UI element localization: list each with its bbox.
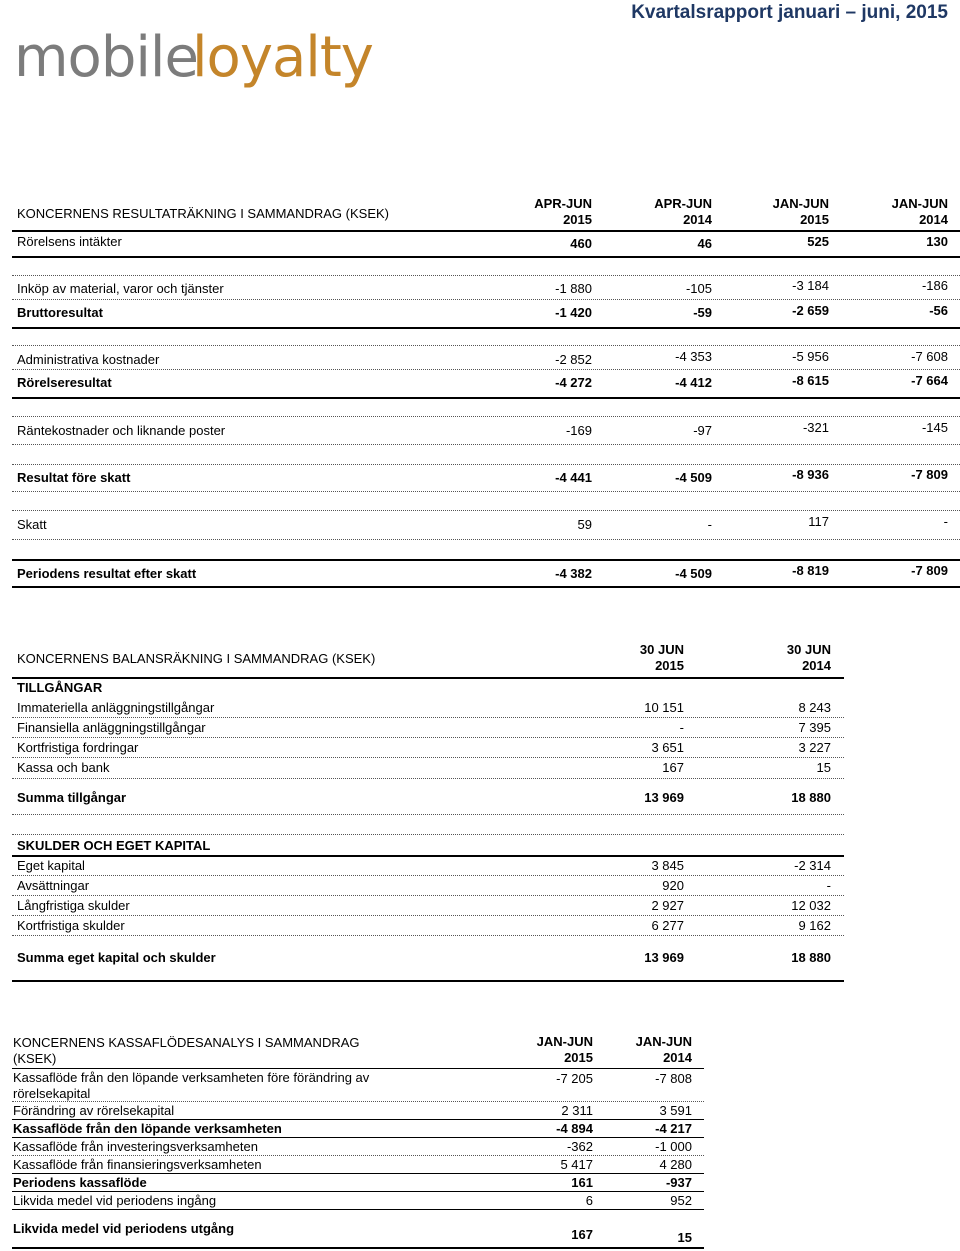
- row-value: 167: [662, 760, 684, 775]
- col-period: APR-JUN: [654, 196, 712, 211]
- divider: [12, 559, 960, 561]
- divider: [12, 327, 960, 329]
- row-label: Kortfristiga skulder: [17, 918, 125, 933]
- row-value: -4 441: [555, 470, 592, 485]
- divider: [12, 717, 844, 718]
- divider: [12, 416, 960, 417]
- divider: [12, 1119, 704, 1120]
- row-value: -: [679, 720, 684, 735]
- row-label: Avsättningar: [17, 878, 90, 893]
- row-label: Eget kapital: [17, 858, 85, 873]
- balance-col-header: [574, 642, 684, 674]
- row-value: -8 936: [792, 467, 829, 482]
- row-label: Summa tillgångar: [17, 790, 127, 805]
- cashflow-value: -937: [665, 1175, 692, 1190]
- income-col-header: [838, 196, 948, 228]
- row-value: -4 382: [555, 566, 592, 581]
- divider: [12, 275, 960, 276]
- row-value: -105: [685, 281, 712, 296]
- cashflow-value: -7 808: [655, 1071, 692, 1086]
- income-row: [0, 278, 960, 299]
- row-value: 460: [570, 236, 592, 251]
- divider: [12, 737, 844, 738]
- row-value: -1 420: [555, 305, 592, 320]
- row-value: 46: [697, 236, 712, 251]
- income-col-header: [602, 196, 712, 228]
- row-label: Immateriella anläggningstillgångar: [17, 700, 215, 715]
- row-label: Räntekostnader och liknande poster: [17, 423, 226, 438]
- cashflow-row-label: Periodens kassaflöde: [13, 1175, 147, 1190]
- liabilities-heading: SKULDER OCH EGET KAPITAL: [17, 838, 211, 853]
- assets-heading: TILLGÅNGAR: [17, 680, 103, 695]
- divider: [12, 1247, 704, 1249]
- divider: [12, 586, 960, 588]
- row-value: 15: [816, 760, 831, 775]
- svg-text:mobile: mobile: [14, 25, 198, 90]
- cashflow-value: 2 311: [561, 1103, 593, 1118]
- cashflow-value: 6: [585, 1193, 593, 1208]
- row-label: Rörelseresultat: [17, 375, 112, 390]
- cashflow-value: -4 217: [655, 1121, 692, 1136]
- cashflow-value: -4 894: [556, 1121, 593, 1136]
- row-value: 3 651: [651, 740, 684, 755]
- cashflow-row-label: Likvida medel vid periodens ingång: [13, 1193, 217, 1208]
- row-label: Resultat före skatt: [17, 470, 131, 485]
- row-value: 59: [577, 517, 592, 532]
- row-label: Kortfristiga fordringar: [17, 740, 139, 755]
- row-label: Finansiella anläggningstillgångar: [17, 720, 206, 735]
- row-value: 12 032: [791, 898, 831, 913]
- cashflow-col-header: [592, 1034, 692, 1066]
- balance-title: KONCERNENS BALANSRÄKNING I SAMMANDRAG (KSEK): [17, 651, 376, 666]
- col-period: JAN-JUN: [772, 196, 829, 211]
- cashflow-row-label: Kassaflöde från den löpande verksamheten före förändring av rörelsekapital: [13, 1070, 370, 1101]
- row-value: 2 927: [651, 898, 684, 913]
- row-label: Inköp av material, varor och tjänster: [17, 281, 224, 296]
- row-value: -2 314: [794, 858, 831, 873]
- divider: [12, 875, 844, 876]
- row-value: 18 880: [791, 950, 831, 965]
- cashflow-row-label: Kassaflöde från investeringsverksamheten: [13, 1139, 258, 1154]
- divider: [12, 677, 844, 679]
- income-row: [0, 563, 960, 584]
- row-label: Skatt: [17, 517, 47, 532]
- income-row: [0, 349, 960, 370]
- cashflow-value: -362: [566, 1139, 593, 1154]
- row-value: -: [707, 517, 712, 532]
- income-row: [0, 420, 960, 441]
- income-row: [0, 234, 960, 252]
- cashflow-row-label: Kassaflöde från den löpande verksamheten: [13, 1121, 282, 1136]
- row-value: -: [943, 514, 948, 529]
- divider: [12, 895, 844, 896]
- row-value: -56: [929, 303, 948, 318]
- divider: [12, 834, 844, 835]
- cashflow-value: 161: [571, 1175, 593, 1190]
- divider: [12, 345, 960, 346]
- divider: [12, 1155, 704, 1156]
- divider: [12, 491, 960, 492]
- report-title: Kvartalsrapport januari – juni, 2015: [631, 2, 948, 23]
- row-value: -7 809: [911, 563, 948, 578]
- svg-text:loyalty: loyalty: [192, 25, 373, 90]
- row-value: -97: [693, 423, 712, 438]
- row-value: 3 227: [798, 740, 831, 755]
- cashflow-row-label: Likvida medel vid periodens utgång: [13, 1221, 235, 1236]
- row-value: -169: [565, 423, 592, 438]
- divider: [12, 299, 960, 300]
- divider: [12, 1101, 704, 1102]
- cashflow-title: KONCERNENS KASSAFLÖDESANALYS I SAMMANDRAG (KSEK): [13, 1035, 360, 1066]
- col-year: 2014: [683, 212, 712, 227]
- row-value: -4 509: [675, 470, 712, 485]
- row-value: -4 412: [675, 375, 712, 390]
- row-value: -4 509: [675, 566, 712, 581]
- income-col-header: [719, 196, 829, 228]
- row-value: 130: [926, 234, 948, 249]
- divider: [12, 397, 960, 399]
- col-year: 2014: [802, 658, 831, 673]
- cashflow-value: 5 417: [560, 1157, 593, 1172]
- row-value: -4 272: [555, 375, 592, 390]
- row-value: -2 852: [555, 352, 592, 367]
- divider: [12, 980, 844, 982]
- cashflow-col-header: [493, 1034, 593, 1066]
- col-period: JAN-JUN: [635, 1034, 692, 1049]
- divider: [12, 230, 960, 232]
- col-period: APR-JUN: [534, 196, 592, 211]
- cashflow-value: 4 280: [659, 1157, 692, 1172]
- col-year: 2015: [800, 212, 829, 227]
- divider: [12, 1137, 704, 1138]
- col-year: 2014: [919, 212, 948, 227]
- row-value: -186: [921, 278, 948, 293]
- row-value: 9 162: [798, 918, 831, 933]
- row-label: Administrativa kostnader: [17, 352, 160, 367]
- row-value: 13 969: [644, 790, 684, 805]
- row-value: -145: [921, 420, 948, 435]
- income-row: [0, 467, 960, 488]
- divider: [12, 915, 844, 916]
- divider: [12, 464, 960, 465]
- row-label: Bruttoresultat: [17, 305, 103, 320]
- divider: [12, 369, 960, 370]
- cashflow-value: -7 205: [556, 1071, 593, 1086]
- cashflow-value: 952: [670, 1193, 692, 1208]
- divider: [12, 1173, 704, 1174]
- row-value: -2 659: [792, 303, 829, 318]
- col-year: 2015: [655, 658, 684, 673]
- income-row: [0, 305, 960, 323]
- divider: [12, 510, 960, 511]
- cashflow-row-label: Förändring av rörelsekapital: [13, 1103, 175, 1118]
- divider: [12, 444, 960, 445]
- divider: [12, 814, 844, 815]
- divider: [12, 855, 844, 857]
- divider: [12, 1209, 704, 1210]
- cashflow-value: 3 591: [659, 1103, 692, 1118]
- row-value: 6 277: [651, 918, 684, 933]
- divider: [12, 778, 844, 779]
- row-value: -7 809: [911, 467, 948, 482]
- cashflow-value: 15: [677, 1230, 692, 1245]
- divider: [12, 1191, 704, 1192]
- divider: [12, 757, 844, 758]
- row-label: Kassa och bank: [17, 760, 110, 775]
- row-label: Periodens resultat efter skatt: [17, 566, 197, 581]
- cashflow-value: -1 000: [655, 1139, 692, 1154]
- row-value: -8 819: [792, 563, 829, 578]
- row-label: Summa eget kapital och skulder: [17, 950, 216, 965]
- mobileloyalty-logo: [14, 20, 373, 92]
- divider: [12, 935, 844, 936]
- row-value: 8 243: [798, 700, 831, 715]
- row-value: -7 664: [911, 373, 948, 388]
- row-value: 3 845: [651, 858, 684, 873]
- row-label: Rörelsens intäkter: [17, 234, 122, 249]
- col-year: 2015: [564, 1050, 593, 1065]
- row-value: 7 395: [798, 720, 831, 735]
- row-value: 920: [662, 878, 684, 893]
- col-period: 30 JUN: [639, 642, 684, 657]
- income-row: [0, 514, 960, 535]
- row-value: -7 608: [911, 349, 948, 364]
- divider: [12, 1068, 704, 1069]
- row-value: 13 969: [644, 950, 684, 965]
- income-col-header: [482, 196, 592, 228]
- col-period: 30 JUN: [786, 642, 831, 657]
- row-value: -4 353: [675, 349, 712, 364]
- income-title: KONCERNENS RESULTATRÄKNING I SAMMANDRAG (KSEK): [17, 206, 389, 221]
- row-value: 117: [808, 514, 829, 529]
- divider: [12, 539, 960, 540]
- row-value: 18 880: [791, 790, 831, 805]
- income-row: [0, 375, 960, 393]
- row-value: -: [826, 878, 831, 893]
- row-value: -8 615: [792, 373, 829, 388]
- row-value: 525: [807, 234, 829, 249]
- row-value: 10 151: [644, 700, 684, 715]
- cashflow-row-label: Kassaflöde från finansieringsverksamheten: [13, 1157, 262, 1172]
- cashflow-value: 167: [571, 1227, 593, 1242]
- col-period: JAN-JUN: [891, 196, 948, 211]
- col-year: 2014: [663, 1050, 692, 1065]
- divider: [12, 256, 960, 258]
- row-value: -3 184: [792, 278, 829, 293]
- row-value: -59: [693, 305, 712, 320]
- balance-col-header: [721, 642, 831, 674]
- row-value: -5 956: [792, 349, 829, 364]
- col-period: JAN-JUN: [536, 1034, 593, 1049]
- row-value: -1 880: [555, 281, 592, 296]
- row-label: Långfristiga skulder: [17, 898, 130, 913]
- row-value: -321: [802, 420, 829, 435]
- col-year: 2015: [563, 212, 592, 227]
